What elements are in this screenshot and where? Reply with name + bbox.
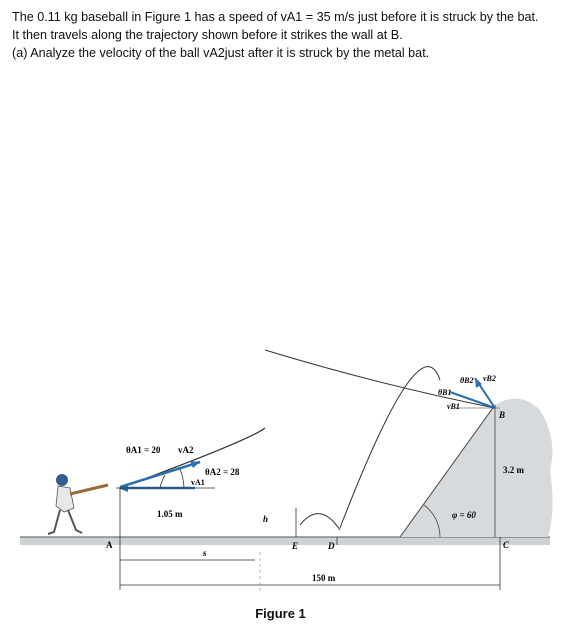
- label-s: s: [203, 548, 207, 558]
- problem-statement: [12, 8, 557, 62]
- theta-a2-arc: [180, 469, 184, 488]
- trajectory-bounce: [300, 514, 340, 530]
- figure-diagram: [0, 330, 561, 630]
- problem-line-2: It then travels along the trajectory shown before it strikes the wall at B.: [12, 28, 403, 42]
- problem-line-3: (a) Analyze the velocity of the ball vA2just after it is struck by the metal bat.: [12, 46, 430, 60]
- label-wall-height: 3.2 m: [503, 465, 524, 475]
- ground: [20, 537, 550, 545]
- label-distance: 150 m: [312, 573, 336, 583]
- label-theta-a2: θA2 = 28: [205, 467, 240, 477]
- label-v-a1: vA1: [191, 478, 205, 487]
- label-b: B: [499, 410, 506, 420]
- label-d: D: [328, 541, 335, 551]
- label-v-b2: vB2: [483, 374, 496, 383]
- label-height-bat: 1.05 m: [157, 509, 183, 519]
- theta-a1-arc: [160, 475, 165, 488]
- v-a2-vector: [120, 462, 200, 487]
- label-theta-a1: θA1 = 20: [126, 445, 161, 455]
- batter-figure: [48, 474, 108, 534]
- label-e: E: [292, 541, 299, 551]
- label-theta-b1: θB1: [438, 388, 452, 397]
- label-theta-b2: θB2: [460, 376, 474, 385]
- label-a: A: [106, 540, 113, 550]
- figure-1: [0, 330, 561, 630]
- label-c: C: [503, 540, 510, 550]
- label-h: h: [263, 514, 269, 524]
- label-v-b1: vB1: [447, 402, 460, 411]
- label-v-a2: vA2: [178, 445, 194, 455]
- label-phi: φ = 60: [452, 510, 476, 520]
- v-a2-arrowhead: [190, 461, 200, 468]
- problem-line-1: The 0.11 kg baseball in Figure 1 has a speed of vA1 = 35 m/s just before it is struck by the bat.: [12, 10, 539, 24]
- wall-rock: [400, 399, 553, 537]
- figure-caption: Figure 1: [255, 606, 306, 621]
